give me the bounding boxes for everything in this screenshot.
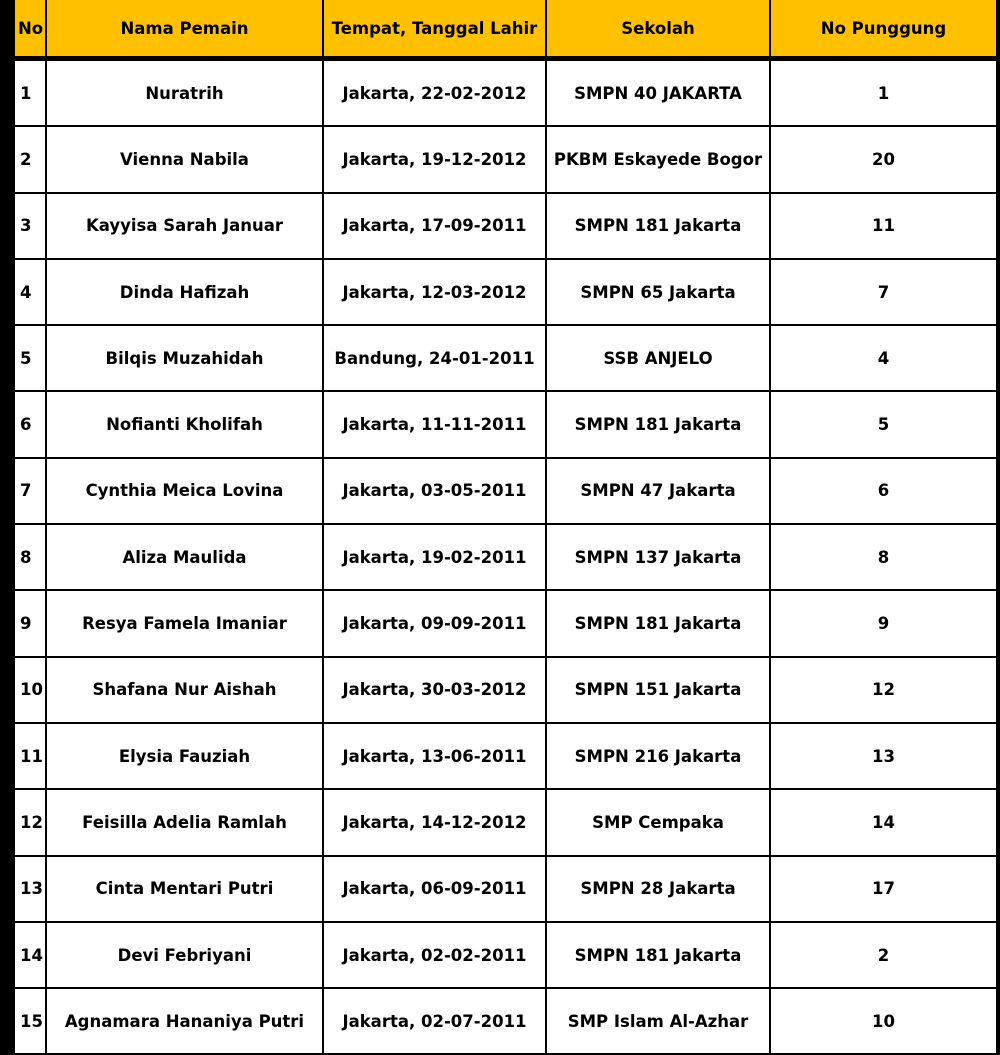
cell-name: Aliza Maulida <box>47 525 324 591</box>
cell-jersey: 11 <box>771 194 998 260</box>
cell-jersey: 1 <box>771 61 998 127</box>
cell-school: SMPN 181 Jakarta <box>547 591 771 657</box>
cell-school: SMPN 40 JAKARTA <box>547 61 771 127</box>
player-table <box>13 0 998 1055</box>
cell-birth: Jakarta, 11-11-2011 <box>324 392 547 458</box>
cell-no: 1 <box>13 61 47 127</box>
cell-no: 2 <box>13 127 47 193</box>
cell-name: Agnamara Hananiya Putri <box>47 989 324 1055</box>
cell-birth: Bandung, 24-01-2011 <box>324 326 547 392</box>
cell-no: 14 <box>13 923 47 989</box>
cell-name: Vienna Nabila <box>47 127 324 193</box>
cell-birth: Jakarta, 13-06-2011 <box>324 724 547 790</box>
cell-jersey: 14 <box>771 790 998 856</box>
cell-name: Nuratrih <box>47 61 324 127</box>
cell-jersey: 7 <box>771 260 998 326</box>
cell-birth: Jakarta, 02-02-2011 <box>324 923 547 989</box>
header-birth: Tempat, Tanggal Lahir <box>324 0 547 58</box>
cell-name: Dinda Hafizah <box>47 260 324 326</box>
cell-jersey: 5 <box>771 392 998 458</box>
cell-name: Bilqis Muzahidah <box>47 326 324 392</box>
cell-jersey: 9 <box>771 591 998 657</box>
cell-no: 12 <box>13 790 47 856</box>
cell-school: SSB ANJELO <box>547 326 771 392</box>
cell-school: PKBM Eskayede Bogor <box>547 127 771 193</box>
cell-no: 7 <box>13 459 47 525</box>
cell-jersey: 6 <box>771 459 998 525</box>
cell-school: SMPN 181 Jakarta <box>547 923 771 989</box>
cell-birth: Jakarta, 30-03-2012 <box>324 658 547 724</box>
cell-jersey: 10 <box>771 989 998 1055</box>
cell-name: Cynthia Meica Lovina <box>47 459 324 525</box>
cell-no: 8 <box>13 525 47 591</box>
cell-no: 4 <box>13 260 47 326</box>
header-jersey: No Punggung <box>771 0 998 58</box>
cell-birth: Jakarta, 19-12-2012 <box>324 127 547 193</box>
cell-jersey: 4 <box>771 326 998 392</box>
cell-name: Resya Famela Imaniar <box>47 591 324 657</box>
cell-school: SMPN 181 Jakarta <box>547 392 771 458</box>
cell-no: 5 <box>13 326 47 392</box>
cell-name: Elysia Fauziah <box>47 724 324 790</box>
cell-school: SMP Cempaka <box>547 790 771 856</box>
cell-school: SMPN 137 Jakarta <box>547 525 771 591</box>
header-no: No <box>13 0 47 58</box>
cell-no: 15 <box>13 989 47 1055</box>
cell-name: Nofianti Kholifah <box>47 392 324 458</box>
cell-school: SMPN 151 Jakarta <box>547 658 771 724</box>
cell-no: 3 <box>13 194 47 260</box>
cell-birth: Jakarta, 12-03-2012 <box>324 260 547 326</box>
cell-name: Shafana Nur Aishah <box>47 658 324 724</box>
cell-no: 10 <box>13 658 47 724</box>
cell-jersey: 12 <box>771 658 998 724</box>
cell-school: SMP Islam Al-Azhar <box>547 989 771 1055</box>
cell-jersey: 20 <box>771 127 998 193</box>
cell-name: Devi Febriyani <box>47 923 324 989</box>
cell-birth: Jakarta, 09-09-2011 <box>324 591 547 657</box>
cell-birth: Jakarta, 17-09-2011 <box>324 194 547 260</box>
cell-birth: Jakarta, 19-02-2011 <box>324 525 547 591</box>
cell-birth: Jakarta, 06-09-2011 <box>324 857 547 923</box>
header-name: Nama Pemain <box>47 0 324 58</box>
cell-name: Feisilla Adelia Ramlah <box>47 790 324 856</box>
cell-jersey: 17 <box>771 857 998 923</box>
cell-name: Kayyisa Sarah Januar <box>47 194 324 260</box>
cell-name: Cinta Mentari Putri <box>47 857 324 923</box>
cell-jersey: 13 <box>771 724 998 790</box>
cell-no: 9 <box>13 591 47 657</box>
cell-school: SMPN 216 Jakarta <box>547 724 771 790</box>
cell-school: SMPN 65 Jakarta <box>547 260 771 326</box>
cell-no: 13 <box>13 857 47 923</box>
cell-birth: Jakarta, 02-07-2011 <box>324 989 547 1055</box>
cell-birth: Jakarta, 14-12-2012 <box>324 790 547 856</box>
cell-school: SMPN 181 Jakarta <box>547 194 771 260</box>
cell-birth: Jakarta, 03-05-2011 <box>324 459 547 525</box>
cell-no: 11 <box>13 724 47 790</box>
cell-no: 6 <box>13 392 47 458</box>
cell-birth: Jakarta, 22-02-2012 <box>324 61 547 127</box>
left-edge-border <box>0 0 13 1055</box>
cell-jersey: 8 <box>771 525 998 591</box>
cell-jersey: 2 <box>771 923 998 989</box>
cell-school: SMPN 28 Jakarta <box>547 857 771 923</box>
header-school: Sekolah <box>547 0 771 58</box>
cell-school: SMPN 47 Jakarta <box>547 459 771 525</box>
